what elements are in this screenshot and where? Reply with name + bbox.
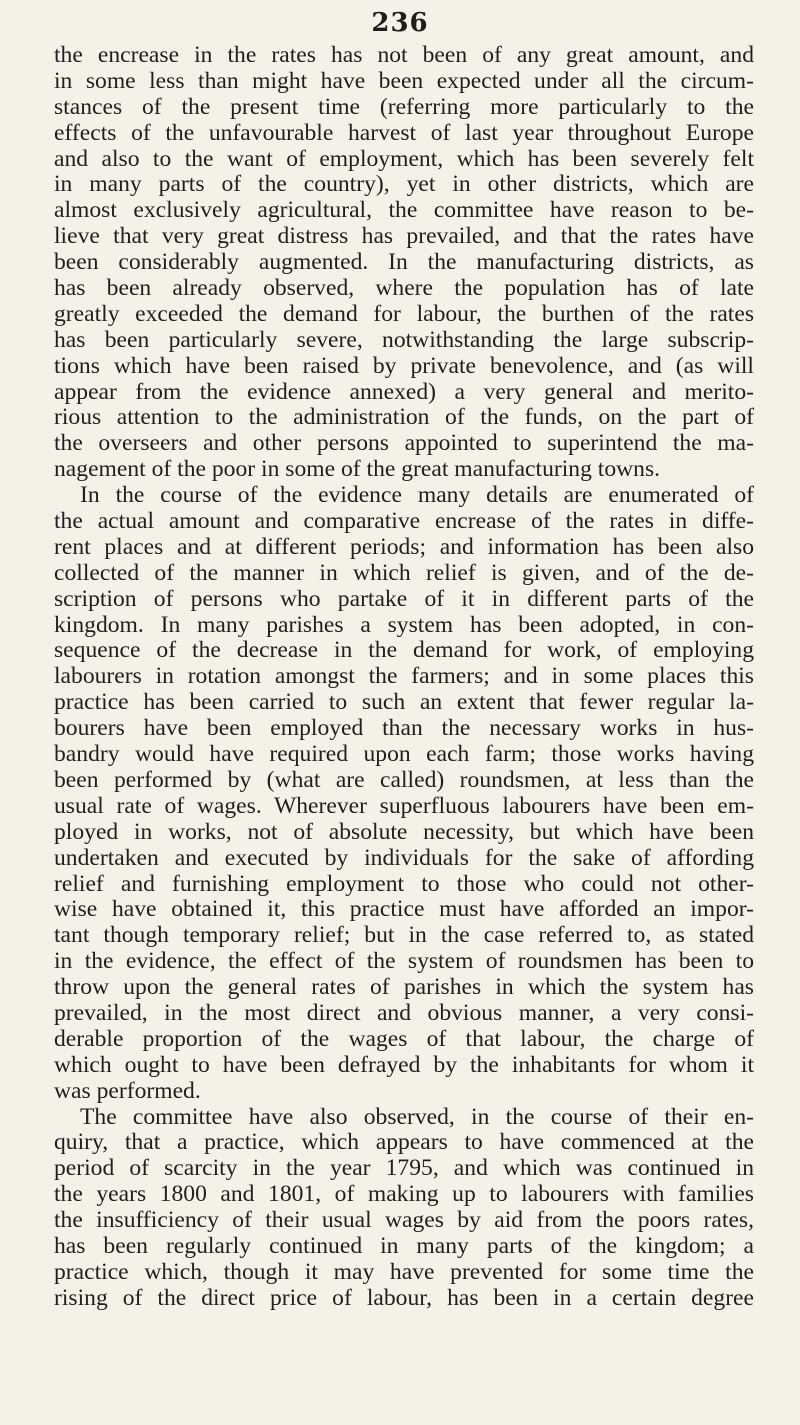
text-line: quiry, that a practice, which appears to have commenced at the: [54, 1129, 754, 1156]
text-line: been considerably augmented. In the manufacturing districts, as: [54, 249, 754, 276]
text-line: has been already observed, where the population has of late: [54, 275, 754, 302]
text-line: labourers in rotation amongst the farmers; and in some places this: [54, 663, 754, 690]
text-line: In the course of the evidence many details are enumerated of: [80, 482, 754, 509]
text-line: has been particularly severe, notwithstanding the large subscrip-: [54, 326, 754, 353]
text-line: lieve that very great distress has prevailed, and that the rates have: [54, 223, 754, 250]
text-line: the encrease in the rates has not been of any great amount, and: [54, 42, 754, 68]
text-line: prevailed, in the most direct and obvious manner, a very consi-: [54, 999, 754, 1026]
text-line: practice which, though it may have prevented for some time the: [54, 1258, 754, 1285]
paragraph: [54, 1105, 754, 1312]
text-line: was performed.: [54, 1077, 201, 1104]
text-line: in many parts of the country), yet in other districts, which are: [54, 171, 754, 198]
text-line: collected of the manner in which relief is given, and of the de-: [54, 559, 754, 586]
text-line: practice has been carried to such an extent that fewer regular la-: [54, 689, 754, 716]
text-line: rious attention to the administration of the funds, on the part of: [54, 404, 754, 431]
text-line: derable proportion of the wages of that labour, the charge of: [54, 1025, 754, 1052]
text-line: which ought to have been defrayed by the inhabitants for whom it: [54, 1051, 754, 1078]
text-line: and also to the want of employment, which has been severely felt: [54, 145, 754, 172]
text-line: bandry would have required upon each farm; those works having: [54, 741, 754, 768]
text-line: bourers have been employed than the necessary works in hus-: [54, 715, 754, 742]
paragraph: [54, 43, 754, 483]
text-line: tant though temporary relief; but in the case referred to, as stated: [54, 922, 754, 949]
text-line: undertaken and executed by individuals for the sake of affording: [54, 844, 754, 871]
body-text: [54, 43, 754, 1312]
text-line: stances of the present time (referring more particularly to the: [54, 93, 754, 120]
text-line: wise have obtained it, this practice must have afforded an impor-: [54, 896, 754, 923]
text-line: the overseers and other persons appointed to superintend the ma-: [54, 430, 754, 457]
text-line: throw upon the general rates of parishes in which the system has: [54, 974, 754, 1001]
text-line: sequence of the decrease in the demand for work, of employing: [54, 637, 754, 664]
text-line: tions which have been raised by private benevolence, and (as will: [54, 352, 754, 379]
text-line: the insufficiency of their usual wages by aid from the poors rates,: [54, 1207, 754, 1234]
text-line: almost exclusively agricultural, the committee have reason to be-: [54, 197, 754, 224]
text-line: greatly exceeded the demand for labour, the burthen of the rates: [54, 300, 754, 327]
text-line: scription of persons who partake of it in different parts of the: [54, 585, 754, 612]
text-line: has been regularly continued in many parts of the kingdom; a: [54, 1232, 754, 1259]
text-line: kingdom. In many parishes a system has been adopted, in con-: [54, 611, 754, 638]
text-line: usual rate of wages. Wherever superfluous labourers have been em-: [54, 792, 754, 819]
text-line: rent places and at different periods; and information has been also: [54, 533, 754, 560]
text-line: nagement of the poor in some of the great manufacturing towns.: [54, 456, 661, 483]
text-line: in the evidence, the effect of the system of roundsmen has been to: [54, 948, 754, 975]
text-line: relief and furnishing employment to those who could not other-: [54, 870, 754, 897]
text-line: period of scarcity in the year 1795, and which was continued in: [54, 1155, 754, 1182]
text-line: effects of the unfavourable harvest of last year throughout Europe: [54, 119, 754, 146]
text-line: the years 1800 and 1801, of making up to labourers with families: [54, 1181, 754, 1208]
paragraph: [54, 483, 754, 1104]
text-line: The committee have also observed, in the course of their en-: [80, 1103, 754, 1130]
text-line: ployed in works, not of absolute necessity, but which have been: [54, 818, 754, 845]
text-line: rising of the direct price of labour, has been in a certain degree: [54, 1284, 754, 1311]
text-line: been performed by (what are called) roundsmen, at less than the: [54, 766, 754, 793]
text-line: in some less than might have been expected under all the circum-: [54, 67, 754, 94]
text-line: the actual amount and comparative encrease of the rates in diffe-: [54, 508, 754, 535]
page-number: 236: [371, 8, 429, 38]
text-line: appear from the evidence annexed) a very general and merito-: [54, 378, 754, 405]
